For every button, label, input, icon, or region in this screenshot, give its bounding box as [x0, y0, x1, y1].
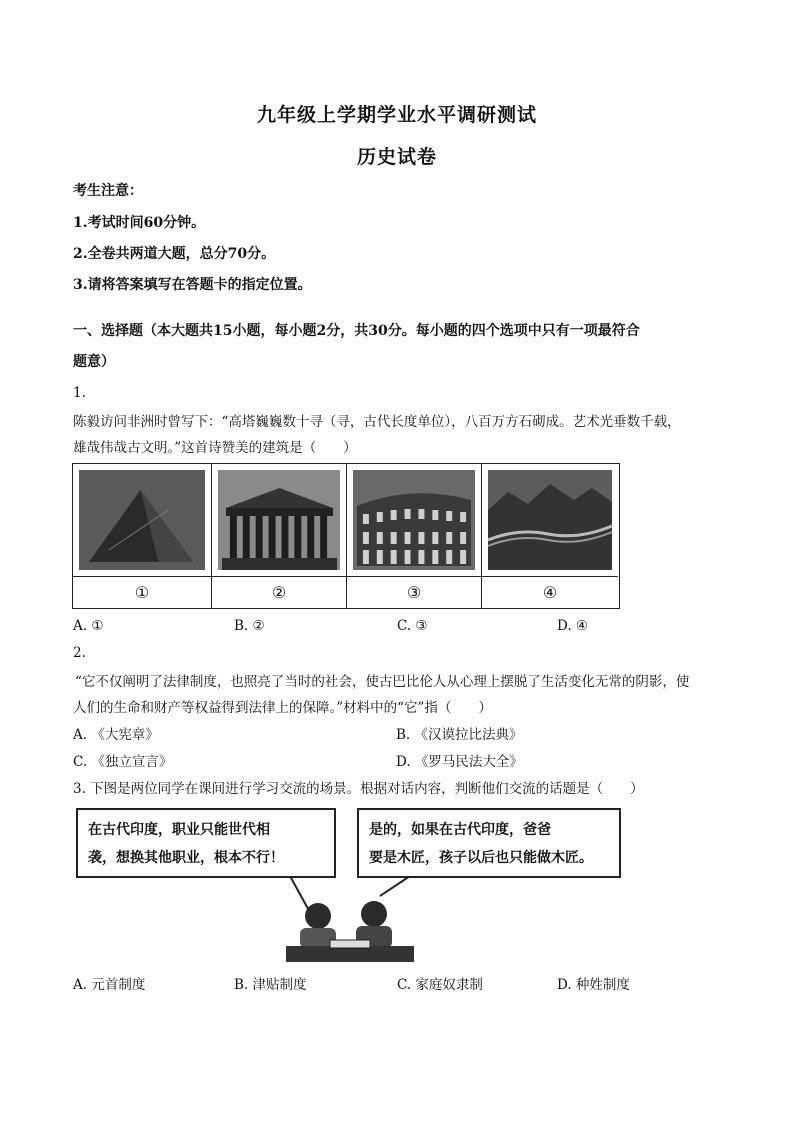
bubble-text: 在古代印度，职业只能世代相 — [88, 822, 270, 838]
image-label: ④ — [482, 576, 618, 609]
option-a[interactable]: A. 元首制度 — [73, 977, 146, 993]
image-label: ② — [212, 576, 346, 609]
bubble-text: 袭，想换其他职业，根本不行！ — [88, 850, 284, 866]
speech-bubble-left — [76, 808, 336, 878]
question-stem: 3. 下图是两位同学在课间进行学习交流的场景。根据对话内容，判断他们交流的话题是（ ） — [73, 781, 644, 797]
q1-image-cell — [212, 464, 347, 608]
bubble-tail-right — [380, 876, 410, 896]
option-d[interactable]: D. 《罗马民法大全》 — [396, 754, 523, 770]
exam-title: 九年级上学期学业水平调研测试 — [256, 104, 537, 126]
image-label: ③ — [347, 576, 481, 609]
pyramid-icon — [79, 470, 205, 570]
option-c[interactable]: C. ③ — [397, 618, 428, 634]
question-number: 1. — [73, 385, 86, 401]
q1-image-cell — [482, 464, 618, 608]
colosseum-icon — [353, 470, 475, 570]
question-stem-cont: 雄哉伟哉古文明。”这首诗赞美的建筑是（ ） — [73, 440, 357, 456]
question-number: 2. — [73, 645, 86, 661]
parthenon-icon — [218, 470, 340, 570]
question-stem: 陈毅访问非洲时曾写下：“高塔巍巍数十寻（寻，古代长度单位），八百万方石砌成。艺术光垂数千载， — [73, 414, 681, 430]
great-wall-icon — [488, 470, 612, 570]
option-b[interactable]: B. 《汉谟拉比法典》 — [396, 727, 523, 743]
option-c[interactable]: C. 《独立宣言》 — [73, 754, 173, 770]
exam-subtitle: 历史试卷 — [356, 146, 437, 168]
notice-item: 1.考试时间60分钟。 — [73, 215, 206, 231]
q1-image-grid — [72, 463, 620, 609]
option-d[interactable]: D. ④ — [557, 618, 589, 634]
option-a[interactable]: A. ① — [73, 618, 104, 634]
q1-image-cell — [73, 464, 212, 608]
bubble-text: 是的，如果在古代印度，爸爸 — [369, 822, 551, 838]
section-heading: 一、选择题（本大题共15小题，每小题2分，共30分。每小题的四个选项中只有一项最符合 — [73, 323, 640, 339]
option-a[interactable]: A. 《大宪章》 — [73, 727, 159, 743]
q1-image-cell — [347, 464, 482, 608]
speech-bubble-right — [357, 808, 621, 878]
section-heading-cont: 题意） — [73, 354, 115, 370]
option-b[interactable]: B. ② — [234, 618, 265, 634]
image-label: ① — [73, 576, 211, 609]
bubble-text: 要是木匠，孩子以后也只能做木匠。 — [369, 850, 593, 866]
option-c[interactable]: C. 家庭奴隶制 — [397, 977, 483, 993]
notice-heading: 考生注意： — [73, 183, 143, 199]
notice-item: 3.请将答案填写在答题卡的指定位置。 — [73, 277, 312, 293]
notice-item: 2.全卷共两道大题，总分70分。 — [73, 246, 276, 262]
option-b[interactable]: B. 津贴制度 — [234, 977, 307, 993]
question-stem: “它不仅阐明了法律制度，也照亮了当时的社会，使古巴比伦人从心理上摆脱了生活变化无常的阴影，使 — [75, 674, 690, 690]
question-stem-cont: 人们的生命和财产等权益得到法律上的保障。”材料中的“它”指（ ） — [73, 700, 492, 716]
students-illustration — [250, 876, 450, 966]
option-d[interactable]: D. 种姓制度 — [557, 977, 630, 993]
